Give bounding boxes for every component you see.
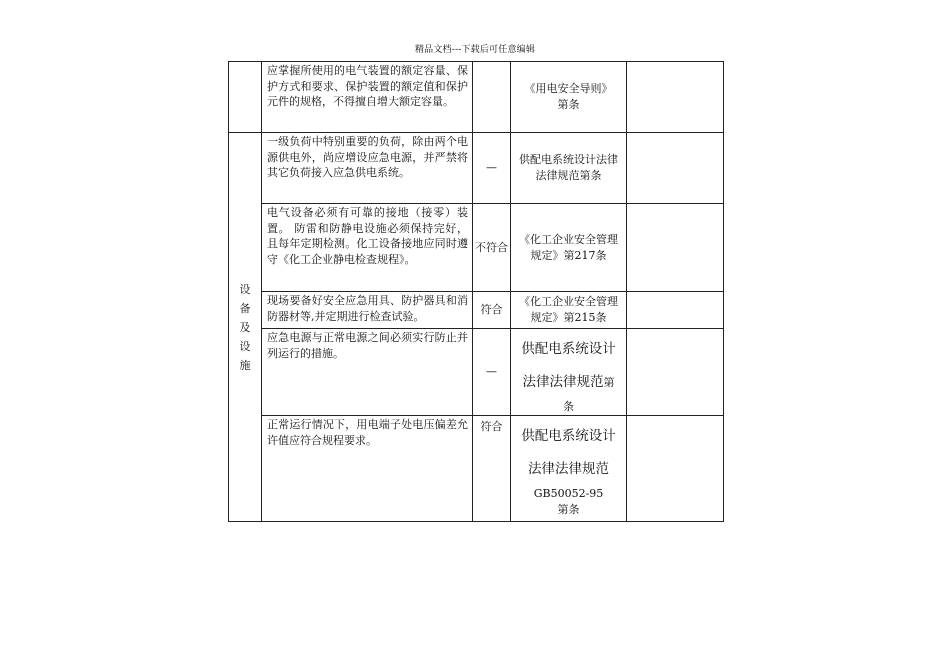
requirement-cell: 应急电源与正常电源之间必须实行防止并列运行的措施。 xyxy=(262,329,473,416)
category-cell-empty xyxy=(229,62,262,133)
page-header: 精品文档---下载后可任意编辑 xyxy=(414,45,536,55)
result-cell: 符合 xyxy=(473,292,511,329)
basis-cell xyxy=(511,62,627,133)
category-label: 设备及设施 xyxy=(239,282,251,372)
basis-line xyxy=(517,366,620,399)
requirement-cell: 电气设备必须有可靠的接地（接零）装置。 防雷和防静电设施必须保持完好，且每年定期检测。化工设备接地应同时遵守《化工企业静电检查规程》。 xyxy=(262,204,473,292)
basis-line: 第条 xyxy=(557,503,580,516)
basis-text: 法律法律规范 xyxy=(522,374,604,390)
basis-text-small: 第 xyxy=(603,376,615,389)
remark-cell xyxy=(627,292,724,329)
basis-line: 供配电系统设计 xyxy=(521,341,616,357)
requirement-cell: 现场要备好安全应急用具、防护器具和消防器材等,并定期进行检查试验。 xyxy=(262,292,473,329)
basis-line: 第条 xyxy=(557,98,580,111)
basis-cell xyxy=(511,329,627,416)
basis-line: 《用电安全导则》 xyxy=(524,82,613,95)
basis-cell: 《化工企业安全管理规定》第217条 xyxy=(511,204,627,292)
table-row xyxy=(229,133,724,204)
basis-line: GB50052-95 xyxy=(533,487,604,500)
requirement-cell: 应掌握所使用的电气装置的额定容量、保护方式和要求、保护装置的额定值和保护元件的规格，不得擅自增大额定容量。 xyxy=(262,62,473,133)
table-row xyxy=(229,329,724,416)
table-row xyxy=(229,292,724,329)
category-cell xyxy=(229,133,262,522)
basis-cell: 供配电系统设计法律法律规范第条 xyxy=(511,133,627,204)
remark-cell xyxy=(627,329,724,416)
remark-cell xyxy=(627,204,724,292)
basis-line: 法律法律规范 xyxy=(528,461,609,477)
safety-check-table xyxy=(228,61,724,522)
remark-cell xyxy=(627,133,724,204)
table-row xyxy=(229,416,724,522)
result-cell xyxy=(473,62,511,133)
remark-cell xyxy=(627,416,724,522)
basis-cell xyxy=(511,416,627,522)
basis-cell: 《化工企业安全管理规定》第215条 xyxy=(511,292,627,329)
basis-line: 供配电系统设计 xyxy=(521,428,616,444)
requirement-cell: 正常运行情况下，用电端子处电压偏差允许值应符合规程要求。 xyxy=(262,416,473,522)
result-cell: — xyxy=(473,133,511,204)
table-row xyxy=(229,62,724,133)
table-row xyxy=(229,204,724,292)
basis-line: 条 xyxy=(563,400,574,413)
result-cell: 不符合 xyxy=(473,204,511,292)
result-cell: — xyxy=(473,329,511,416)
remark-cell xyxy=(627,62,724,133)
result-cell: 符合 xyxy=(473,416,511,522)
requirement-cell: 一级负荷中特别重要的负荷，除由两个电源供电外，尚应增设应急电源，并严禁将其它负荷接入应急供电系统。 xyxy=(262,133,473,204)
